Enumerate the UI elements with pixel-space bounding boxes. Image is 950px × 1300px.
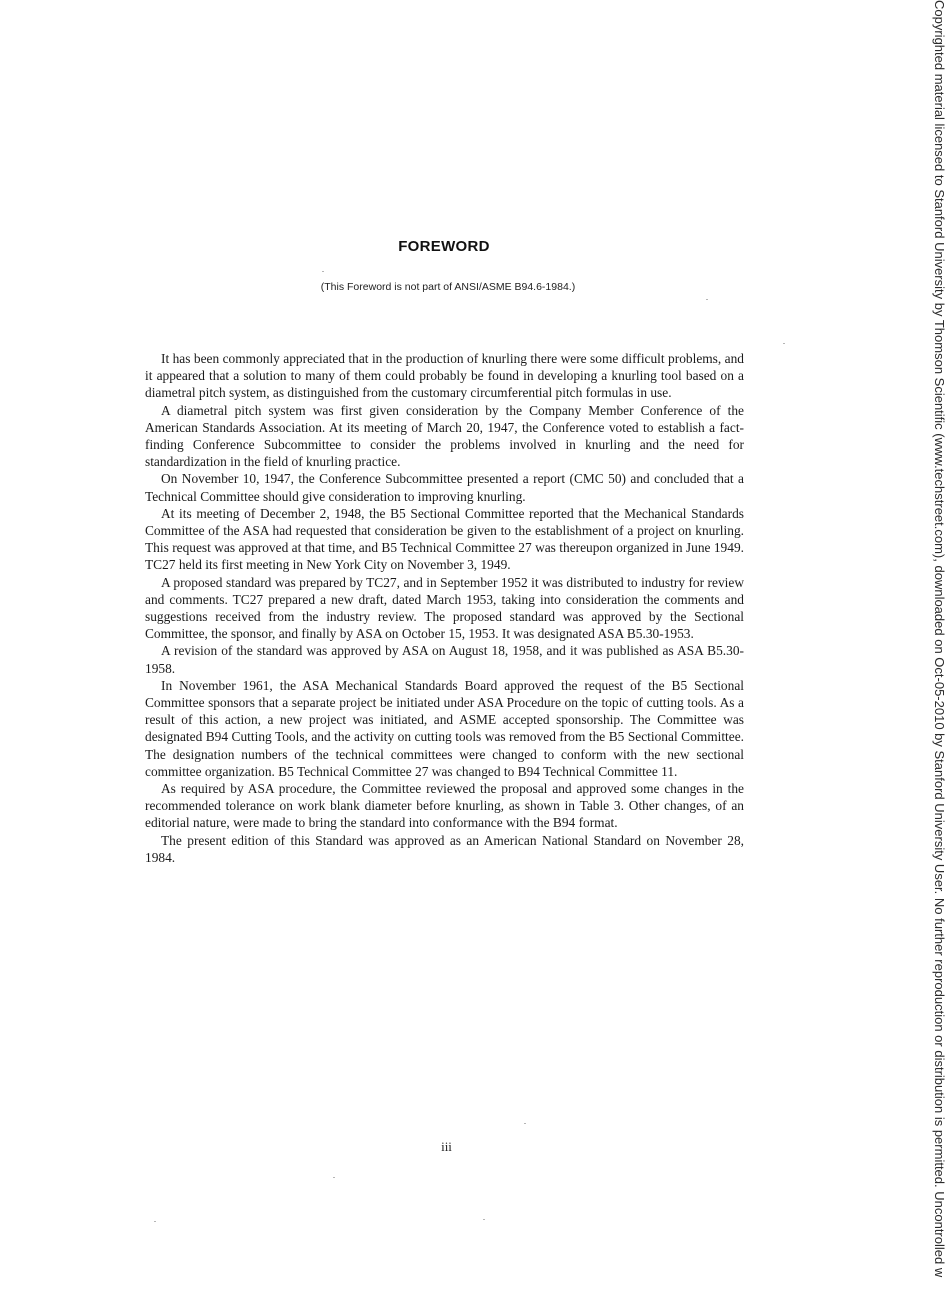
scan-speck <box>706 299 708 300</box>
paragraph: At its meeting of December 2, 1948, the B5 Sectional Committee reported that the Mechanical Standards Committee of the ASA had requested that consideration be given to the establishment of a project on knurling. This request was approved at that time, and B5 Technical Committee 27 was thereupon organized in June 1949. TC27 held its first meeting in New York City on November 3, 1949. <box>145 505 744 573</box>
scan-speck <box>783 343 785 344</box>
scan-speck <box>322 271 324 272</box>
paragraph: In November 1961, the ASA Mechanical Standards Board approved the request of the B5 Sectional Committee sponsors that a separate project be initiated under ASA Procedure on the topic of cutting tools. As a result of this action, a new project was initiated, and ASME accepted sponsorship. The Committee was designated B94 Cutting Tools, and the activity on cutting tools was removed from the B5 Sectional Committee. The designation numbers of the technical committees were changed to conform with the new sectional committee organization. B5 Technical Committee 27 was changed to B94 Technical Committee 11. <box>145 677 744 779</box>
foreword-body <box>145 350 744 866</box>
foreword-note: (This Foreword is not part of ANSI/ASME B94.6-1984.) <box>320 281 576 293</box>
paragraph: A diametral pitch system was first given consideration by the Company Member Conference of the American Standards Association. At its meeting of March 20, 1947, the Conference voted to establish a fact-finding Conference Subcommittee to consider the problems involved in knurling and the need for standardization in the field of knurling practice. <box>145 402 744 470</box>
paragraph: The present edition of this Standard was approved as an American National Standard on November 28, 1984. <box>145 832 744 865</box>
paragraph: A revision of the standard was approved by ASA on August 18, 1958, and it was published as ASA B5.30-1958. <box>145 643 744 676</box>
paragraph: It has been commonly appreciated that in the production of knurling there were some difficult problems, and it appeared that a solution to many of them could probably be found in developing a knurling tool based on a diametral pitch system, as distinguished from the customary circumferential pitch formulas in use. <box>145 351 744 401</box>
paragraph: As required by ASA procedure, the Committee reviewed the proposal and approved some changes in the recommended tolerance on work blank diameter before knurling, as shown in Table 3. Other changes, of an editorial nature, were made to bring the standard into conformance with the B94 format. <box>145 781 744 831</box>
paragraph: A proposed standard was prepared by TC27, and in September 1952 it was distributed to industry for review and comments. TC27 prepared a new draft, dated March 1953, taking into consideration the comments and suggestions received from the industry review. The proposed standard was approved by the Sectional Committee, the sponsor, and finally by ASA on October 15, 1953. It was designated ASA B5.30-1953. <box>145 574 744 642</box>
scan-speck <box>524 1123 526 1124</box>
scan-speck <box>154 1221 156 1222</box>
scan-speck <box>483 1219 485 1220</box>
copyright-watermark: Copyrighted material licensed to Stanford University by Thomson Scientific (www.techstreet.com), downloaded on Oct-05-2010 by Stanford University User. No further reproduction or distribution is permitted. Uncontrolled w <box>932 0 947 1278</box>
page-number: iii <box>441 1139 452 1154</box>
paragraph: On November 10, 1947, the Conference Subcommittee presented a report (CMC 50) and concluded that a Technical Committee should give consideration to improving knurling. <box>145 471 744 504</box>
scan-speck <box>333 1177 335 1178</box>
page-title: FOREWORD <box>398 238 490 255</box>
